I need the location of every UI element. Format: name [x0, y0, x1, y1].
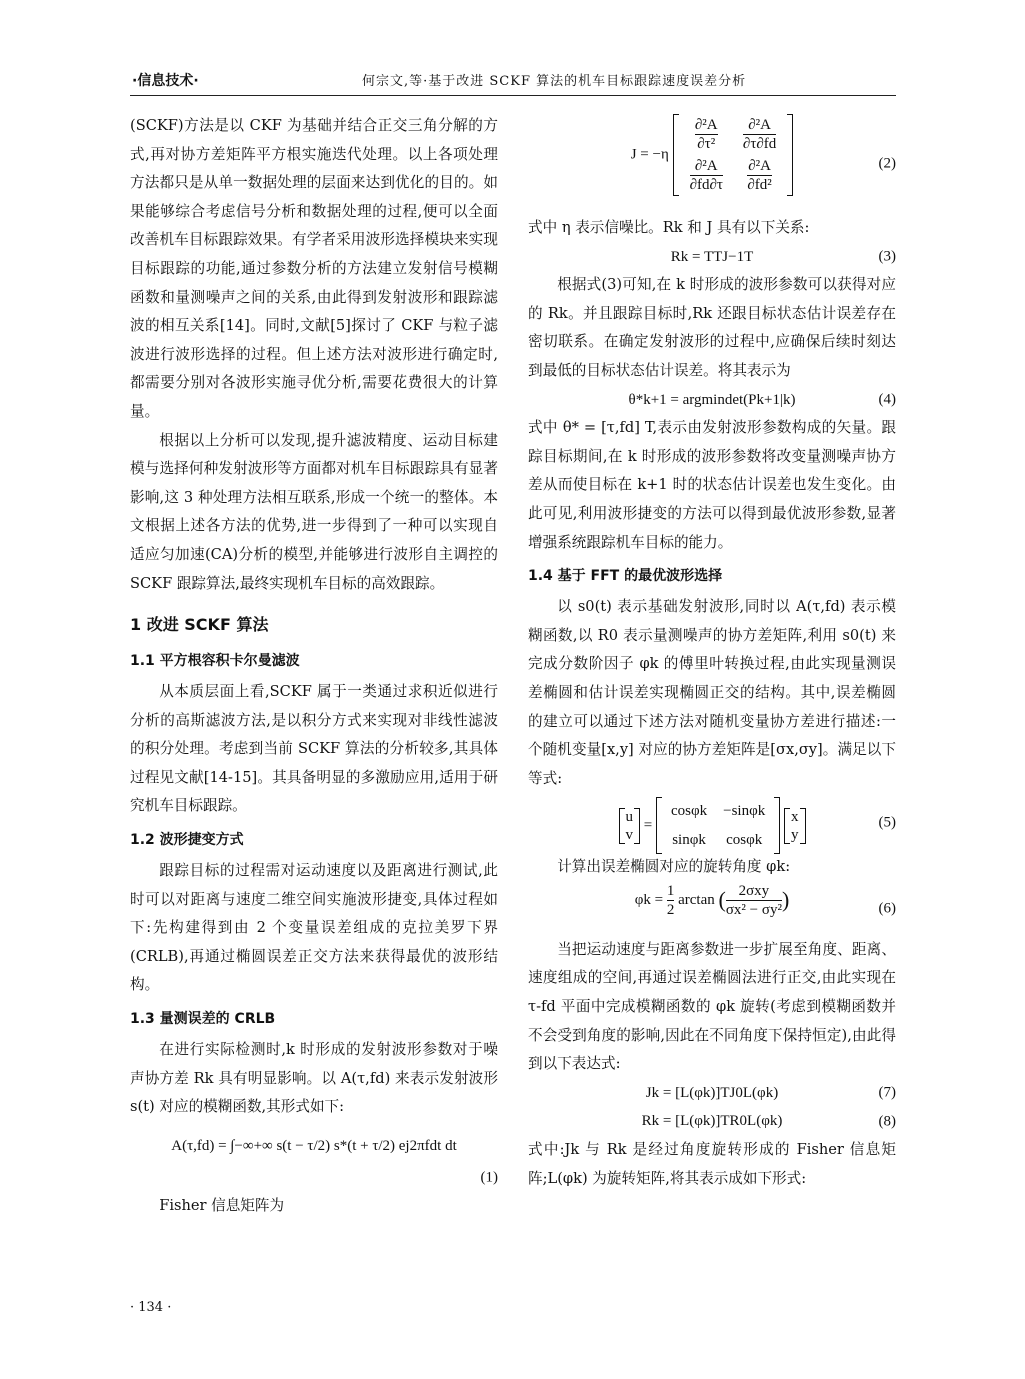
paragraph: 以 s0(t) 表示基础发射波形,同时以 A(τ,fd) 表示模糊函数,以 R0 表示量测噪声的协方差矩阵,利用 s0(t) 来完成分数阶因子 φk 的傅里叶转换过程,由此实现量测误差椭圆和估计误差实现椭圆正交的结构。其中,误差椭圆的建立可以通过下述方法对随机变量协方差进行描述:一个随机变量[x,y] 对应的协方差矩阵是[σx,σy]。满足以下等式:: [528, 598, 896, 787]
matrix-entry: ∂fd²: [747, 177, 772, 193]
paragraph: (SCKF)方法是以 CKF 为基础并结合正交三角分解的方式,再对协方差矩阵平方根实施迭代处理。以上各项处理方法都只是从单一数据处理的层面来达到优化的目的。如果能够综合考虑信号分析和数据处理的过程,便可以全面改善机车目标跟踪效果。有学者采用波形选择模块来实现目标跟踪的功能,通过参数分析的方法建立发射信号模糊函数和量测噪声之间的关系,由此得到发射波形和跟踪滤波的相互关系[14]。同时,文献[5]探讨了 CKF 与粒子滤波进行波形选择的过程。但上述方法对波形进行确定时,都需要分别对各波形实施寻优分析,需要花费很大的计算量。: [130, 117, 498, 420]
matrix-entry: ∂τ∂fd: [742, 136, 777, 152]
matrix-entry: −sinφk: [723, 803, 766, 820]
subsection-heading: 1.2 波形捷变方式: [130, 832, 244, 849]
equation-lhs: φk =: [634, 892, 667, 909]
equation-6: φk = $\frac{1}{2}$ arctan ( $\frac{\text{2σxy}}{\text{σx² − σy²}}$ ) (6): [528, 882, 896, 936]
page-number: · 134 ·: [130, 1300, 172, 1315]
fisher-matrix: [673, 114, 794, 196]
equation-2: [528, 114, 896, 214]
fraction-part: 2: [666, 901, 675, 918]
paragraph: 式中 θ* = [τ,fd] T,表示由发射波形参数构成的矢量。跟踪目标期间,在 k 时形成的波形参数将改变量测噪声协方差从而使目标在 k+1 时的状态估计误差也发生变化。由此可见,利用波形捷变的方法可以得到最优波形参数,显著增强系统跟踪机车目标的能力。: [528, 419, 896, 551]
vector-entry: u: [625, 808, 633, 825]
left-column: [130, 112, 498, 1221]
equation-3: [528, 243, 896, 272]
matrix-entry: ∂²A: [748, 158, 771, 174]
matrix-entry: ∂²A: [694, 117, 718, 133]
right-column: [528, 112, 896, 1193]
paragraph: 跟踪目标的过程需对运动速度以及距离进行测试,此时可以对距离与速度二维空间实施波形捷变,具体过程如下:先构建得到由 2 个变量误差组成的克拉美罗下界(CRLB),再通过椭圆误差正交方法来获得最优的波形结构。: [130, 862, 498, 994]
equation-1: [130, 1132, 498, 1161]
equation-body: Jk = [L(φk)]TJ0L(φk): [645, 1084, 779, 1101]
vector-entry: y: [791, 826, 799, 843]
matrix-entry: ∂²A: [748, 117, 771, 133]
paragraph: Fisher 信息矩阵为: [159, 1197, 285, 1215]
fraction-part: σx² − σy²: [725, 901, 782, 918]
equation-number: (7): [878, 1084, 896, 1101]
equation-5: u v = cosφk −sinφk sinφk cosφk x y (5): [528, 797, 896, 849]
matrix-entry: sinφk: [672, 831, 706, 848]
equation-4: [528, 386, 896, 415]
fraction-part: 1: [666, 882, 675, 899]
equation-number: (1): [480, 1170, 498, 1187]
rotation-matrix: [656, 797, 780, 854]
equation-number: (3): [878, 248, 896, 265]
arctan-label: arctan: [678, 892, 715, 909]
fraction-part: 2σxy: [738, 882, 770, 899]
equation-number: (2): [878, 155, 896, 172]
subsection-heading: 1.4 基于 FFT 的最优波形选择: [528, 568, 723, 585]
matrix-entry: cosφk: [670, 803, 708, 820]
matrix-entry: ∂fd∂τ: [689, 177, 723, 193]
running-title: 何宗文,等·基于改进 SCKF 算法的机车目标跟踪速度误差分析: [362, 74, 747, 89]
subsection-heading: 1.1 平方根容积卡尔曼滤波: [130, 653, 300, 670]
paragraph: 从本质层面上看,SCKF 属于一类通过求积近似进行分析的高斯滤波方法,是以积分方式来实现对非线性滤波的积分处理。考虑到当前 SCKF 算法的分析较多,其具体过程见文献[14-15]。其具备明显的多激励应用,适用于研究机车目标跟踪。: [130, 683, 498, 815]
paragraph: 式中:Jk 与 Rk 是经过角度旋转形成的 Fisher 信息矩阵;L(φk) 为旋转矩阵,将其表示成如下形式:: [528, 1141, 896, 1187]
equation-8: [528, 1107, 896, 1136]
paragraph: 根据以上分析可以发现,提升滤波精度、运动目标建模与选择何种发射波形等方面都对机车目标跟踪具有显著影响,这 3 种处理方法相互联系,形成一个统一的整体。本文根据上述各方法的优势,进一步得到了一种可以实现自适应匀加速(CA)分析的模型,并能够进行波形自主调控的 SCKF 跟踪算法,最终实现机车目标的高效跟踪。: [130, 431, 498, 592]
equation-1-number-row: [130, 1164, 498, 1192]
equation-body: θ*k+1 = argmindet(Pk+1|k): [628, 391, 796, 408]
equation-body: Rk = [L(φk)]TR0L(φk): [641, 1113, 783, 1130]
uv-vector: [619, 808, 641, 844]
equation-number: (5): [878, 814, 896, 831]
equation-7: [528, 1079, 896, 1108]
paragraph: 在进行实际检测时,k 时形成的发射波形参数对于噪声协方差 Rk 具有明显影响。以 A(τ,fd) 来表示发射波形 s(t) 对应的模糊函数,其形式如下:: [130, 1041, 498, 1116]
section-label: ·信息技术·: [132, 73, 199, 89]
equation-number: (6): [878, 900, 896, 917]
paragraph: 式中 η 表示信噪比。Rk 和 J 具有以下关系:: [528, 219, 810, 236]
matrix-entry: ∂τ²: [695, 134, 718, 153]
equation-number: (4): [878, 391, 896, 408]
header-rule: [130, 95, 896, 96]
paragraph: 计算出误差椭圆对应的旋转角度 φk:: [557, 858, 791, 876]
vector-entry: x: [791, 808, 799, 825]
xy-vector: [784, 808, 806, 844]
subsection-heading: 1.3 量测误差的 CRLB: [130, 1011, 276, 1028]
matrix-entry: cosφk: [726, 831, 763, 848]
paragraph: 当把运动速度与距离参数进一步扩展至角度、距离、速度组成的空间,再通过误差椭圆法进行正交,由此实现在 τ-fd 平面中完成模糊函数的 φk 旋转(考虑到模糊函数并不会受到角度的影响,因此在不同角度下保持恒定),由此得到以下表达式:: [528, 940, 896, 1073]
matrix-entry: ∂²A: [694, 158, 718, 174]
section-heading: 1 改进 SCKF 算法: [130, 615, 269, 635]
equation-body: Rk = TTJ−1T: [670, 248, 754, 265]
page-header: [132, 70, 894, 92]
paragraph: 根据式(3)可知,在 k 时形成的波形参数可以获得对应的 Rk。并且跟踪目标时,Rk 还跟目标状态估计误差存在密切联系。在确定发射波形的过程中,应确保后续时刻达到最低的目标状态估计误差。将其表示为: [528, 276, 896, 379]
equation-body: A(τ,fd) = ∫−∞+∞ s(t − τ/2) s*(t + τ/2) ej2πfdt dt: [171, 1137, 457, 1154]
vector-entry: v: [625, 826, 633, 843]
equation-number: (8): [878, 1113, 896, 1130]
equation-lhs: J = −η: [630, 146, 669, 163]
